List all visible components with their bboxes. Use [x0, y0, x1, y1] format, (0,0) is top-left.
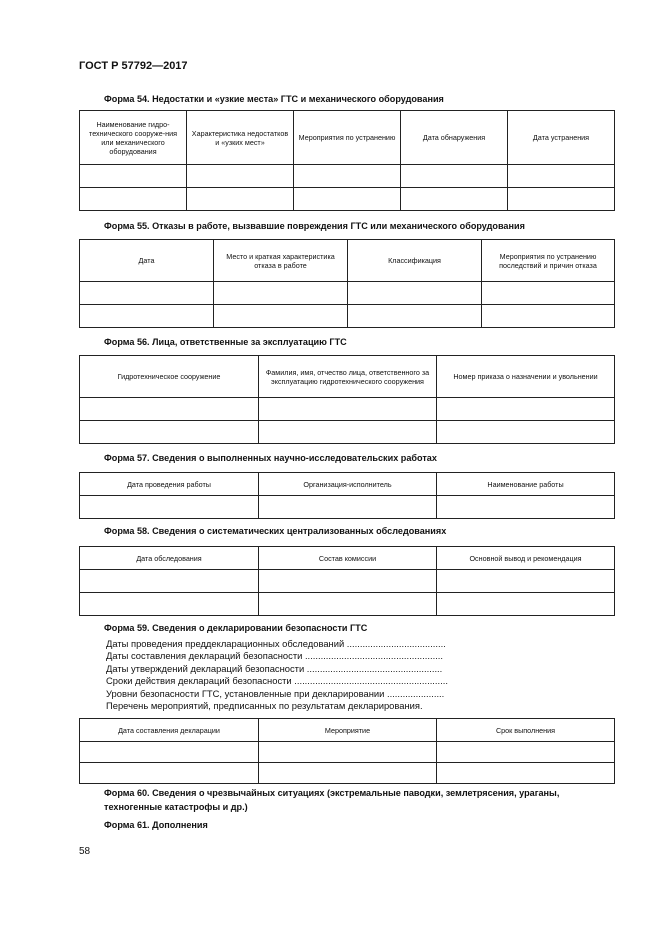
column-header: Фамилия, имя, отчество лица, ответственного за эксплуатацию гидротехнического сооружения — [259, 356, 437, 398]
column-header: Дата проведения работы — [80, 473, 259, 496]
column-header: Дата составления декларации — [80, 719, 259, 742]
table-cell[interactable] — [259, 398, 437, 421]
form54-title: Форма 54. Недостатки и «узкие места» ГТС и механического оборудования — [104, 94, 444, 104]
table-row — [80, 742, 615, 763]
table-cell[interactable] — [80, 188, 187, 211]
column-header: Организация-исполнитель — [259, 473, 437, 496]
table-cell[interactable] — [437, 421, 615, 444]
table-cell[interactable] — [348, 305, 482, 328]
declaration-line: Даты утверждений деклараций безопасности .................................................... — [106, 662, 443, 674]
table-cell[interactable] — [437, 742, 615, 763]
declaration-line: Даты проведения преддекларационных обследований ...................................... — [106, 638, 446, 649]
table-cell[interactable] — [80, 742, 259, 763]
table-row — [80, 763, 615, 784]
document-header: ГОСТ Р 57792—2017 — [79, 60, 188, 72]
table-cell[interactable] — [294, 188, 401, 211]
table-cell[interactable] — [259, 421, 437, 444]
form56-title: Форма 56. Лица, ответственные за эксплуатацию ГТС — [104, 337, 347, 347]
form58-title: Форма 58. Сведения о систематических централизованных обследованиях — [104, 526, 447, 536]
form55-table — [79, 239, 615, 328]
column-header: Номер приказа о назначении и увольнении — [437, 356, 615, 398]
table-cell[interactable] — [187, 188, 294, 211]
declaration-line: Уровни безопасности ГТС, установленные при декларировании ...................... — [106, 687, 445, 699]
table-cell[interactable] — [187, 165, 294, 188]
column-header: Характеристика недостатков и «узких мест» — [187, 111, 294, 165]
table-cell[interactable] — [259, 593, 437, 616]
column-header: Мероприятия по устранению — [294, 111, 401, 165]
table-cell[interactable] — [80, 763, 259, 784]
table-row — [80, 165, 615, 188]
table-row — [80, 421, 615, 444]
table-cell[interactable] — [80, 398, 259, 421]
table-cell[interactable] — [437, 398, 615, 421]
declaration-line: Сроки действия деклараций безопасности ........................................................... — [106, 675, 448, 687]
table-cell[interactable] — [80, 593, 259, 616]
column-header: Срок выполнения — [437, 719, 615, 742]
table-cell[interactable] — [348, 282, 482, 305]
table-cell[interactable] — [508, 188, 615, 211]
column-header: Классификация — [348, 240, 482, 282]
form57-table — [79, 472, 615, 519]
table-header-row — [80, 240, 615, 282]
column-header: Мероприятие — [259, 719, 437, 742]
table-row — [80, 593, 615, 616]
form55-title: Форма 55. Отказы в работе, вызвавшие повреждения ГТС или механического оборудования — [104, 221, 525, 231]
page-number: 58 — [79, 846, 91, 857]
column-header: Место и краткая характеристика отказа в работе — [214, 240, 348, 282]
form54-table — [79, 110, 615, 211]
table-cell[interactable] — [80, 570, 259, 593]
column-header: Мероприятия по устранению последствий и причин отказа — [482, 240, 615, 282]
column-header: Гидротехническое сооружение — [80, 356, 259, 398]
table-cell[interactable] — [437, 496, 615, 519]
table-cell[interactable] — [437, 763, 615, 784]
table-cell[interactable] — [80, 421, 259, 444]
column-header: Основной вывод и рекомендация — [437, 547, 615, 570]
table-cell[interactable] — [80, 305, 214, 328]
declaration-line: Перечень мероприятий, предписанных по результатам декларирования. — [106, 699, 423, 711]
table-header-row — [80, 719, 615, 742]
table-header-row — [80, 547, 615, 570]
table-row — [80, 398, 615, 421]
table-cell[interactable] — [80, 496, 259, 519]
declaration-lines — [106, 638, 448, 712]
column-header: Наименование работы — [437, 473, 615, 496]
declaration-line: Даты составления деклараций безопасности ..................................................... — [106, 650, 444, 662]
table-cell[interactable] — [214, 282, 348, 305]
table-cell[interactable] — [214, 305, 348, 328]
table-cell[interactable] — [259, 570, 437, 593]
table-header-row — [80, 473, 615, 496]
form59-title: Форма 59. Сведения о декларировании безопасности ГТС — [104, 623, 368, 633]
form57-title: Форма 57. Сведения о выполненных научно-исследовательских работах — [104, 453, 437, 463]
table-header-row — [80, 356, 615, 398]
table-cell[interactable] — [437, 570, 615, 593]
column-header: Наименование гидро-технического сооруже-ния или механического оборудования — [80, 111, 187, 165]
form56-table — [79, 355, 615, 444]
table-cell[interactable] — [294, 165, 401, 188]
table-cell[interactable] — [482, 305, 615, 328]
table-cell[interactable] — [80, 282, 214, 305]
table-cell[interactable] — [401, 165, 508, 188]
table-cell[interactable] — [508, 165, 615, 188]
column-header: Дата — [80, 240, 214, 282]
column-header: Состав комиссии — [259, 547, 437, 570]
table-row — [80, 496, 615, 519]
table-row — [80, 282, 615, 305]
table-row — [80, 305, 615, 328]
table-cell[interactable] — [259, 742, 437, 763]
table-cell[interactable] — [259, 496, 437, 519]
table-row — [80, 570, 615, 593]
form59-table — [79, 718, 615, 784]
column-header: Дата обнаружения — [401, 111, 508, 165]
table-cell[interactable] — [401, 188, 508, 211]
form60-title: Форма 60. Сведения о чрезвычайных ситуациях (экстремальные паводки, землетрясения, ураганы, техногенные катастрофы и др.) — [104, 788, 560, 812]
table-cell[interactable] — [437, 593, 615, 616]
column-header: Дата устранения — [508, 111, 615, 165]
table-cell[interactable] — [80, 165, 187, 188]
table-cell[interactable] — [482, 282, 615, 305]
column-header: Дата обследования — [80, 547, 259, 570]
table-cell[interactable] — [259, 763, 437, 784]
form58-table — [79, 546, 615, 616]
form61-title: Форма 61. Дополнения — [104, 820, 208, 830]
table-row — [80, 188, 615, 211]
table-header-row — [80, 111, 615, 165]
